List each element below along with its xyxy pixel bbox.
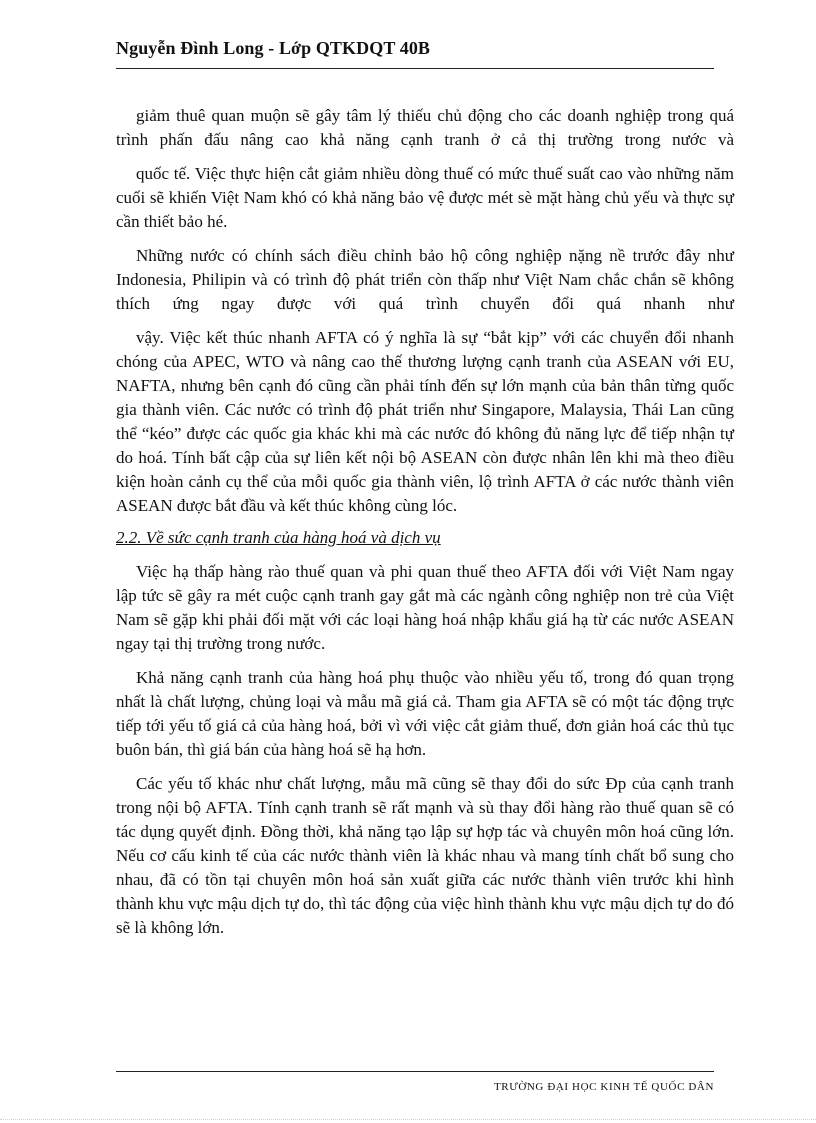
paragraph: Các yếu tố khác như chất lượng, mẫu mã cũng sẽ thay đổi do sức Đp của cạnh tranh trong nội bộ AFTA. Tính cạnh tranh sẽ rất mạnh và sù thay đổi hàng rào thuế quan sẽ có tác dụng quyết định. Đồng thời, khả năng tạo lập sự hợp tác và chuyên môn hoá cũng lớn. Nếu cơ cấu kinh tế của các nước thành viên là khác nhau và mang tính chất bổ sung cho nhau, đã có tồn tại chuyên môn hoá sản xuất giữa các nước thành viên trước khi hình thành khu vực mậu dịch tự do, thì tác động của việc hình thành khu vực mậu dịch tự do đó sẽ là không lớn. [116, 774, 734, 937]
header-divider [116, 68, 714, 69]
paragraph: Khả năng cạnh tranh của hàng hoá phụ thuộc vào nhiều yếu tố, trong đó quan trọng nhất là chất lượng, chủng loại và mẫu mã giá cả. Tham gia AFTA sẽ có một tác động trực tiếp tới yếu tố giá cả của hàng hoá, bởi vì với việc cắt giảm thuế, đơn giản hoá các thủ tục buôn bán, thì giá bán của hàng hoá sẽ hạ hơn. [116, 668, 734, 759]
document-body [116, 104, 734, 940]
page-footer-text: TRƯỜNG ĐẠI HỌC KINH TẾ QUỐC DÂN [493, 1081, 714, 1093]
section-heading: 2.2. Về sức cạnh tranh của hàng hoá và dịch vụ [116, 528, 441, 547]
page-boundary [0, 1119, 816, 1120]
footer-divider [116, 1071, 714, 1072]
paragraph: quốc tế. Việc thực hiện cắt giảm nhiều dòng thuế có mức thuế suất cao vào những năm cuối sẽ khiến Việt Nam khó có khả năng bảo vệ được mét sè mặt hàng chủ yếu và thực sự cần thiết bảo hé. [116, 164, 734, 231]
paragraph: giảm thuê quan muộn sẽ gây tâm lý thiếu chủ động cho các doanh nghiệp trong quá trình phấn đấu nâng cao khả năng cạnh tranh ở cả thị trường trong nước và [116, 106, 734, 149]
paragraph: Những nước có chính sách điều chỉnh bảo hộ công nghiệp nặng nề trước đây như Indonesia, Philipin và có trình độ phát triển còn thấp như Việt Nam chắc chắn sẽ không thích ứng ngay được với quá trình chuyển đổi quá nhanh như [116, 246, 734, 313]
paragraph: Việc hạ thấp hàng rào thuế quan và phi quan thuế theo AFTA đối với Việt Nam ngay lập tức sẽ gây ra mét cuộc cạnh tranh gay gắt mà các ngành công nghiệp non trẻ của Việt Nam sẽ gặp khi phải đối mặt với các loại hàng hoá nhập khẩu giá hạ từ các nước ASEAN ngay tại thị trường trong nước. [116, 562, 734, 653]
paragraph: vậy. Việc kết thúc nhanh AFTA có ý nghĩa là sự “bắt kịp” với các chuyển đổi nhanh chóng của APEC, WTO và nâng cao thế thương lượng cạnh tranh của ASEAN với EU, NAFTA, nhưng bên cạnh đó cũng cần phải tính đến sự lớn mạnh của bản thân từng quốc gia thành viên. Các nước có trình độ phát triển như Singapore, Malaysia, Thái Lan cũng thể “kéo” được các quốc gia khác khi mà các nước đó không đủ năng lực để tiếp nhận tự do hoá. Tính bất cập của sự liên kết nội bộ ASEAN còn được nhân lên khi mà theo điều kiện hoàn cảnh cụ thể của mỗi quốc gia thành viên, lộ trình AFTA ở các nước thành viên ASEAN được bắt đầu và kết thúc không cùng lóc. [116, 328, 734, 515]
page-header-title: Nguyễn Đình Long - Lớp QTKDQT 40B [116, 38, 431, 58]
